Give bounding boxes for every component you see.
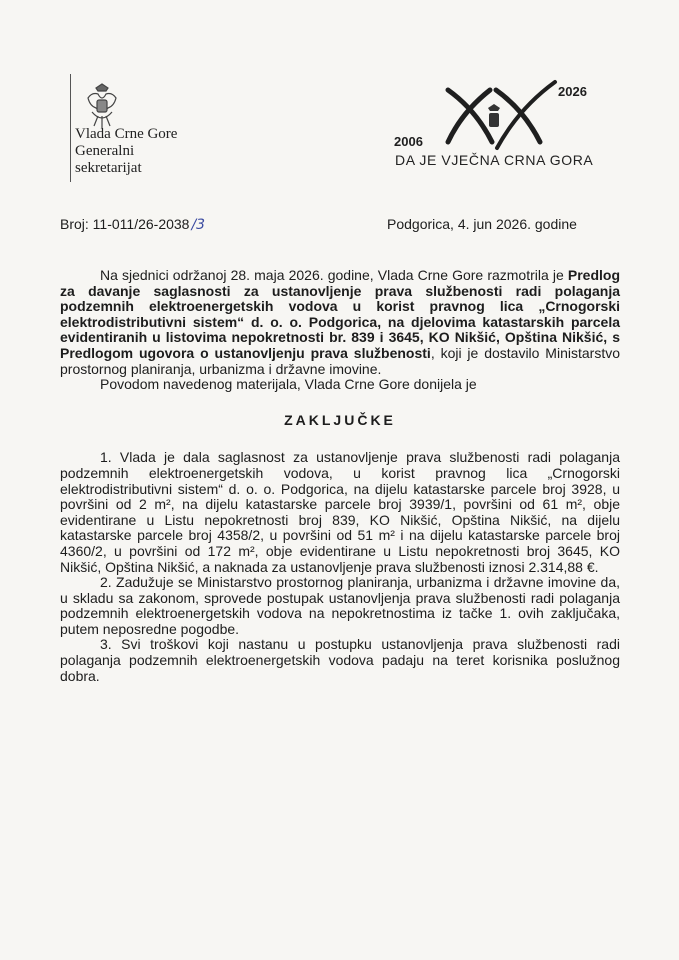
conclusion-3: 3. Svi troškovi koji nastanu u postupku ustanovljenja prava službenosti radi polaganja podzemnih elektroenergetskih vodova padaju na teret korisnika poslužnog dobra. [60,636,620,684]
intro-bold-title: Predlog za davanje saglasnosti za ustanovljenje prava službenosti radi polaganja podzemnih elektroenergetskih vodova u korist pravnog lica „Crnogorski elektrodistributivni sistem“ d. o. o. Podgorica, na djelovima katastarskih parcela evidentiranih u listovima nepokretnosti br. 839 i 3645, KO Nikšić, Opština Nikšić, s Predlogom ugovora o ustanovljenju prava službenosti [60,267,620,361]
montenegro-coat-of-arms-icon [82,82,122,130]
logo-year-start: 2006 [394,134,423,149]
government-name [75,126,177,177]
gov-line-1: Vlada Crne Gore [75,126,178,142]
intro-paragraph [60,268,620,377]
logo-year-end: 2026 [558,84,587,99]
intro-part-2: , koji je dostavilo Ministarstvo prostornog planiranja, urbanizma i državne imovine. [60,344,620,377]
reference-number [60,216,205,233]
document-date: Podgorica, 4. jun 2026. godine [387,216,577,232]
adopted-paragraph: Povodom navedenog materijala, Vlada Crne Gore donijela je [100,376,477,393]
header-divider [70,74,71,182]
reference-number-text: Broj: 11-011/26-2038 [60,216,190,232]
handwritten-suffix: /3 [191,217,206,233]
logo-motto: DA JE VJEČNA CRNA GORA [395,152,594,168]
government-header [70,74,250,184]
intro-part-1: Na sjednici održanoj 28. maja 2026. godine, Vlada Crne Gore razmotrila je [100,267,568,283]
document-body [60,268,620,684]
conclusion-2: 2. Zadužuje se Ministarstvo prostornog planiranja, urbanizma i državne imovine da, u skladu sa zakonom, sprovede postupak ustanovljenja prava službenosti radi polaganja podzemnih elektroenergetskih vodova na nepokretnostima iz tačke 1. ovih zaključaka, putem neposredne pogodbe. [60,574,620,637]
conclusion-1: 1. Vlada je dala saglasnost za ustanovljenje prava službenosti radi polaganja podzemnih elektroenergetskih vodova, u korist pravnog lica „Crnogorski elektrodistributivni sistem“ d. o. o. Podgorica, na dijelu katastarske parcele broj 3928, u površini od 2 m², na dijelu katastarske parcele broj 3939/1, površini od 61 m², obje evidentirane u Listu nepokretnosti broj 839, KO Nikšić, Opština Nikšić, na dijelu katastarske parcele broj 4358/2, u površini od 51 m² i na dijelu katastarske parcele broj 4360/2, u površini od 172 m², obje evidentirane u Listu nepokretnosti broj 3645, KO Nikšić, Opština Nikšić, a naknada za ustanovljenje prava službenosti iznosi 2.314,88 €. [60,449,620,575]
conclusions-heading: ZAKLJUČKE [284,411,396,428]
gov-line-3: sekretarijat [75,160,142,176]
gov-line-2: Generalni [75,143,135,159]
